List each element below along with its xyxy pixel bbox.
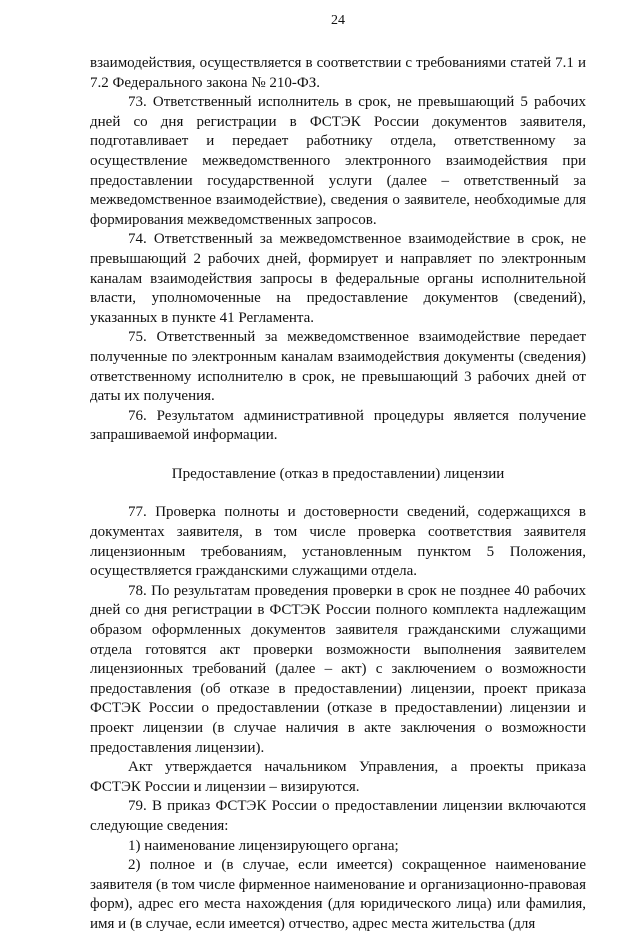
paragraph-79: 79. В приказ ФСТЭК России о предоставлении лицензии включаются следующие сведения:	[90, 798, 586, 834]
paragraph-73: 73. Ответственный исполнитель в срок, не превышающий 5 рабочих дней со дня регистрации в ФСТЭК России документов заявителя, подготавливает и передает работнику отдела, ответственному за осуществление межведомственного электронного взаимодействия при предоставлении государственной услуги (далее – ответственный за межведомственное взаимодействие), сведения о заявителе, необходимые для формирования межведомственных запросов.	[90, 94, 586, 228]
section-heading: Предоставление (отказ в предоставлении) лицензии	[171, 465, 505, 482]
paragraph-continuation: взаимодействия, осуществляется в соответствии с требованиями статей 7.1 и 7.2 Федерального закона № 210-ФЗ.	[90, 55, 586, 91]
list-item-2: 2) полное и (в случае, если имеется) сокращенное наименование заявителя (в том числе фирменное наименование и организационно-правовая форм), адрес его места нахождения (для юридического лица) или фамилия, имя и (в случае, если имеется) отчество, адрес места жительства (для	[90, 857, 586, 932]
paragraph-75: 75. Ответственный за межведомственное взаимодействие передает полученные по электронным каналам взаимодействия документы (сведения) ответственному исполнителю в срок, не превышающий 3 рабочих дней от даты их получения.	[90, 329, 586, 405]
paragraph-76: 76. Результатом административной процедуры является получение запрашиваемой информации.	[90, 407, 586, 444]
page-number: 24	[331, 13, 345, 28]
list-item-1: 1) наименование лицензирующего органа;	[128, 837, 399, 854]
document-body	[90, 54, 586, 935]
paragraph-78: 78. По результатам проведения проверки в срок не позднее 40 рабочих дней со дня регистрации в ФСТЭК России полного комплекта надлежащим образом оформленных документов заявителя гражданскими служащими отдела готовятся акт проверки возможности выполнения заявителем лицензионных требований (далее – акт) с заключением о возможности предоставления (об отказе в предоставлении) лицензии, проект приказа ФСТЭК России о предоставлении (отказе в предоставлении) лицензии и проект лицензии (в случае наличия в акте заключения о возможности предоставления лицензии).	[90, 582, 586, 756]
paragraph-act-approval: Акт утверждается начальником Управления, а проекты приказа ФСТЭК России и лицензии – визируются.	[90, 759, 586, 795]
paragraph-74: 74. Ответственный за межведомственное взаимодействие в срок, не превышающий 2 рабочих дней, формирует и направляет по электронным каналам взаимодействия запросы в федеральные органы исполнительной власти, уполномоченные на предоставление документов (сведений), указанных в пункте 41 Регламента.	[90, 231, 586, 326]
paragraph-77: 77. Проверка полноты и достоверности сведений, содержащихся в документах заявителя, в том числе проверка соответствия заявителя лицензионным требованиям, установленным пунктом 5 Положения, осуществляется гражданскими служащими отдела.	[90, 504, 586, 580]
